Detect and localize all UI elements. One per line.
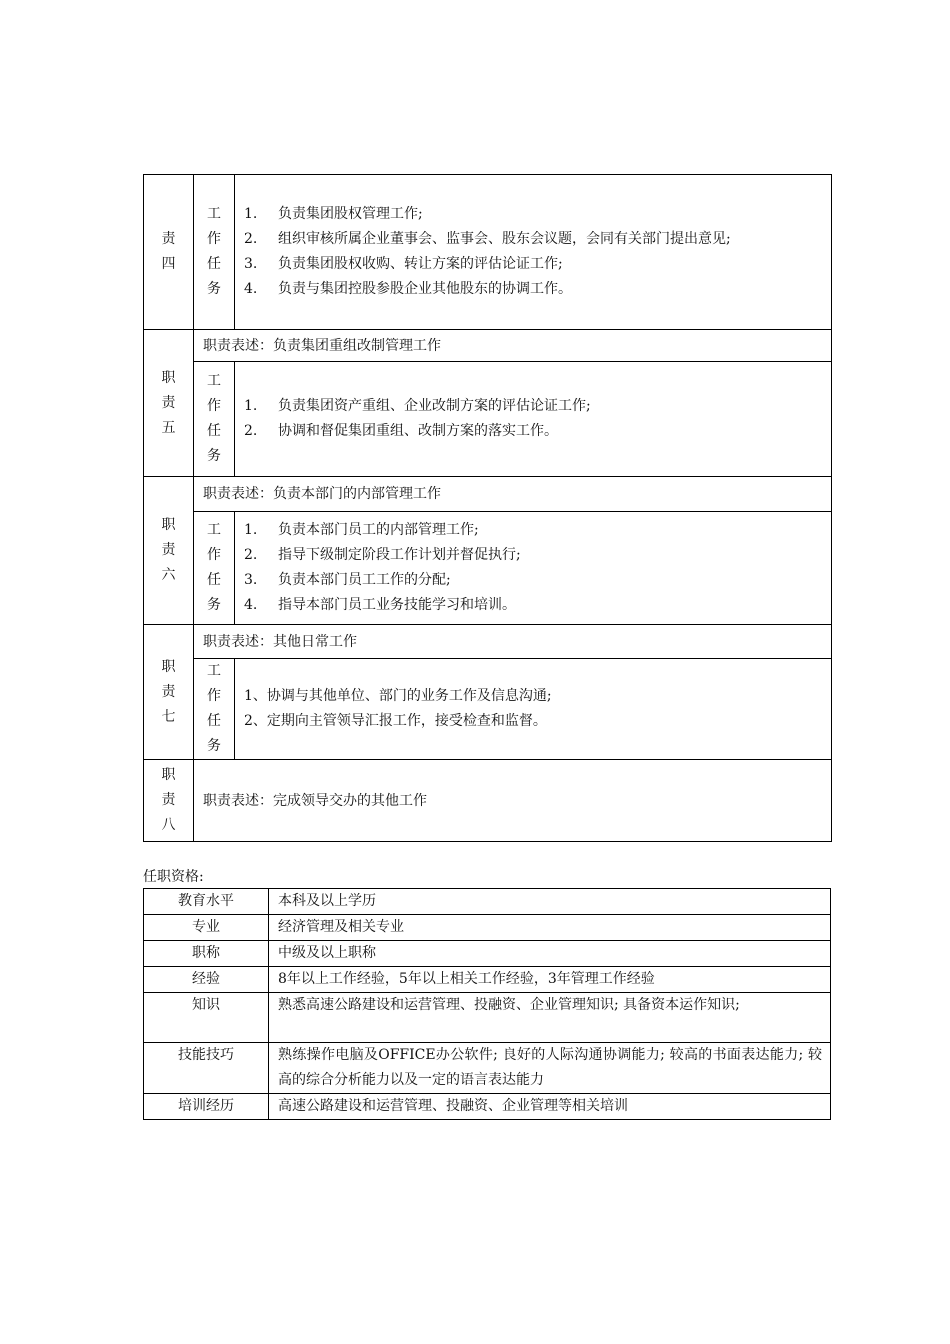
qual-row-skills: 技能技巧 熟练操作电脑及OFFICE办公软件; 良好的人际沟通协调能力; 较高的书面表达能力; 较高的综合分析能力以及一定的语言表达能力 — [144, 1043, 831, 1094]
task-item: 2. 协调和督促集团重组、改制方案的落实工作。 — [244, 423, 558, 439]
duty-5-task-list — [235, 362, 832, 477]
duty-7-task-list — [235, 659, 832, 760]
duty-7-label: 职 责 七 — [144, 625, 194, 760]
task-item: 2. 组织审核所属企业董事会、监事会、股东会议题，会同有关部门提出意见; — [244, 231, 731, 247]
task-item: 3. 负责本部门员工工作的分配; — [244, 572, 451, 588]
duty-6-task-list — [235, 512, 832, 625]
task-item: 1、协调与其他单位、部门的业务工作及信息沟通; — [244, 688, 552, 704]
qual-row-knowledge: 知识 熟悉高速公路建设和运营管理、投融资、企业管理知识; 具备资本运作知识; — [144, 993, 831, 1043]
duty-6-statement: 职责表述：负责本部门的内部管理工作 — [194, 477, 832, 512]
qual-row-education: 教育水平 本科及以上学历 — [144, 889, 831, 915]
duties-table — [143, 174, 832, 842]
task-item: 2. 指导下级制定阶段工作计划并督促执行; — [244, 547, 521, 563]
duty-5-tasks-row — [144, 362, 832, 477]
duty-5-task-label: 工 作 任 务 — [194, 362, 235, 477]
duty-7-task-label: 工 作 任 务 — [194, 659, 235, 760]
task-item: 4. 负责与集团控股参股企业其他股东的协调工作。 — [244, 281, 572, 297]
duty-4-task-list — [235, 175, 832, 330]
duty-6-statement-row — [144, 477, 832, 512]
duty-7-tasks-row — [144, 659, 832, 760]
duty-8-statement: 职责表述：完成领导交办的其他工作 — [194, 760, 832, 842]
qual-row-major: 专业 经济管理及相关专业 — [144, 915, 831, 941]
qualification-title: 任职资格: — [143, 869, 204, 885]
qual-row-experience: 经验 8年以上工作经验，5年以上相关工作经验，3年管理工作经验 — [144, 967, 831, 993]
duty-4-tasks-row — [144, 175, 832, 330]
qual-row-title: 职称 中级及以上职称 — [144, 941, 831, 967]
duty-7-statement: 职责表述：其他日常工作 — [194, 625, 832, 659]
duty-8-label: 职 责 八 — [144, 760, 194, 842]
task-item: 2、定期向主管领导汇报工作，接受检查和监督。 — [244, 713, 547, 729]
task-item: 1. 负责集团股权管理工作; — [244, 206, 423, 222]
duty-6-task-label: 工 作 任 务 — [194, 512, 235, 625]
duty-5-label: 职 责 五 — [144, 330, 194, 477]
duty-4-label: 责 四 — [144, 175, 194, 330]
qualification-table — [143, 888, 831, 1120]
duty-6-label: 职 责 六 — [144, 477, 194, 625]
duty-5-statement-row — [144, 330, 832, 362]
duty-8-row — [144, 760, 832, 842]
duty-4-task-label: 工 作 任 务 — [194, 175, 235, 330]
qual-row-training: 培训经历 高速公路建设和运营管理、投融资、企业管理等相关培训 — [144, 1094, 831, 1120]
duty-7-statement-row — [144, 625, 832, 659]
task-item: 4. 指导本部门员工业务技能学习和培训。 — [244, 597, 516, 613]
task-item: 1. 负责集团资产重组、企业改制方案的评估论证工作; — [244, 398, 591, 414]
duty-6-tasks-row — [144, 512, 832, 625]
duty-5-statement: 职责表述：负责集团重组改制管理工作 — [194, 330, 832, 362]
task-item: 3. 负责集团股权收购、转让方案的评估论证工作; — [244, 256, 563, 272]
task-item: 1. 负责本部门员工的内部管理工作; — [244, 522, 479, 538]
